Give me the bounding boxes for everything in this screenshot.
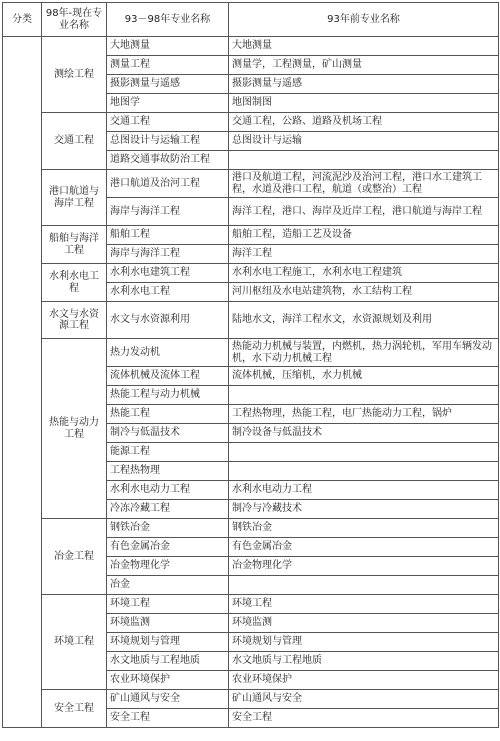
current-major-name: 热能与动力工程	[42, 339, 107, 519]
major-pre-93-name: 安全工程	[229, 709, 499, 728]
major-93-98-name: 大地测量	[107, 37, 229, 56]
major-pre-93-name: 海洋工程	[229, 245, 499, 264]
major-pre-93-name: 测量学，工程测量，矿山测量	[229, 56, 499, 75]
major-93-98-name: 交通工程	[107, 113, 229, 132]
major-93-98-name: 环境监测	[107, 614, 229, 633]
major-pre-93-name: 流体机械，压缩机，水力机械	[229, 367, 499, 386]
current-major-name: 水利水电工程	[42, 264, 107, 302]
major-pre-93-name: 有色金属冶金	[229, 538, 499, 557]
major-93-98-name: 水利水电动力工程	[107, 481, 229, 500]
major-93-98-name: 冶金物理化学	[107, 557, 229, 576]
major-pre-93-name: 工程热物理，热能工程，电厂热能动力工程，锅炉	[229, 405, 499, 424]
table-row	[3, 519, 499, 538]
major-93-98-name: 能源工程	[107, 443, 229, 462]
major-pre-93-name: 港口及航道工程，河流泥沙及治河工程，港口水工建筑工程，水道及港口工程，航道（或整治）工程	[229, 170, 499, 198]
major-pre-93-name	[229, 151, 499, 170]
major-93-98-name: 环境工程	[107, 595, 229, 614]
major-pre-93-name	[229, 576, 499, 595]
major-93-98-name: 农业环境保护	[107, 671, 229, 690]
major-pre-93-name: 环境监测	[229, 614, 499, 633]
major-pre-93-name	[229, 443, 499, 462]
major-pre-93-name: 交通工程，公路、道路及机场工程	[229, 113, 499, 132]
major-name-table	[2, 2, 499, 728]
table-body	[3, 37, 499, 728]
major-pre-93-name: 水利水电工程施工，水利水电工程建筑	[229, 264, 499, 283]
header-93-98-major: 93－98年专业名称	[107, 3, 229, 37]
major-93-98-name: 制冷与低温技术	[107, 424, 229, 443]
current-major-name: 水文与水资源工程	[42, 302, 107, 339]
major-93-98-name: 矿山通风与安全	[107, 690, 229, 709]
major-93-98-name: 海岸与海洋工程	[107, 245, 229, 264]
major-pre-93-name: 河川枢纽及水电站建筑物，水工结构工程	[229, 283, 499, 302]
major-93-98-name: 水文与水资源利用	[107, 302, 229, 339]
major-pre-93-name	[229, 462, 499, 481]
table-row	[3, 264, 499, 283]
current-major-name: 港口航道与海岸工程	[42, 170, 107, 226]
major-pre-93-name	[229, 386, 499, 405]
major-pre-93-name: 热能动力机械与装置，内燃机，热力涡轮机，军用车辆发动机，水下动力机械工程	[229, 339, 499, 367]
major-pre-93-name: 制冷设备与低温技术	[229, 424, 499, 443]
current-major-name: 测绘工程	[42, 37, 107, 113]
major-93-98-name: 热力发动机	[107, 339, 229, 367]
major-93-98-name: 热能工程	[107, 405, 229, 424]
major-pre-93-name: 总图设计与运输	[229, 132, 499, 151]
major-pre-93-name: 船舶工程，造船工艺及设备	[229, 226, 499, 245]
header-category: 分类	[3, 3, 42, 37]
major-93-98-name: 船舶工程	[107, 226, 229, 245]
major-pre-93-name: 环境工程	[229, 595, 499, 614]
major-pre-93-name: 水文地质与工程地质	[229, 652, 499, 671]
major-93-98-name: 水利水电工程	[107, 283, 229, 302]
major-93-98-name: 地图学	[107, 94, 229, 113]
table-row	[3, 690, 499, 709]
current-major-name: 环境工程	[42, 595, 107, 690]
category-cell	[3, 37, 42, 728]
table-row	[3, 302, 499, 339]
major-pre-93-name: 钢铁冶金	[229, 519, 499, 538]
major-93-98-name: 安全工程	[107, 709, 229, 728]
major-pre-93-name: 环境规划与管理	[229, 633, 499, 652]
major-pre-93-name: 冶金物理化学	[229, 557, 499, 576]
major-93-98-name: 港口航道及治河工程	[107, 170, 229, 198]
major-93-98-name: 钢铁冶金	[107, 519, 229, 538]
major-pre-93-name: 摄影测量与遥感	[229, 75, 499, 94]
current-major-name: 船舶与海洋工程	[42, 226, 107, 264]
table-row	[3, 170, 499, 198]
table-row	[3, 226, 499, 245]
header-current-major: 98年-现在专业名称	[42, 3, 107, 37]
major-pre-93-name: 矿山通风与安全	[229, 690, 499, 709]
table-row	[3, 339, 499, 367]
current-major-name: 安全工程	[42, 690, 107, 728]
major-93-98-name: 工程热物理	[107, 462, 229, 481]
major-93-98-name: 热能工程与动力机械	[107, 386, 229, 405]
header-pre-93-major: 93年前专业名称	[229, 3, 499, 37]
major-pre-93-name: 水利水电动力工程	[229, 481, 499, 500]
major-93-98-name: 冶金	[107, 576, 229, 595]
major-93-98-name: 总图设计与运输工程	[107, 132, 229, 151]
major-93-98-name: 摄影测量与遥感	[107, 75, 229, 94]
major-93-98-name: 道路交通事故防治工程	[107, 151, 229, 170]
major-93-98-name: 流体机械及流体工程	[107, 367, 229, 386]
table-row	[3, 37, 499, 56]
major-pre-93-name: 海洋工程，港口、海岸及近岸工程，港口航道与海岸工程	[229, 198, 499, 226]
header-row	[3, 3, 499, 37]
major-93-98-name: 水利水电建筑工程	[107, 264, 229, 283]
major-pre-93-name: 陆地水文，海洋工程水文，水资源规划及利用	[229, 302, 499, 339]
table-row	[3, 595, 499, 614]
table-row	[3, 113, 499, 132]
major-93-98-name: 测量工程	[107, 56, 229, 75]
major-93-98-name: 水文地质与工程地质	[107, 652, 229, 671]
major-pre-93-name: 地图制图	[229, 94, 499, 113]
major-93-98-name: 海岸与海洋工程	[107, 198, 229, 226]
current-major-name: 冶金工程	[42, 519, 107, 595]
current-major-name: 交通工程	[42, 113, 107, 170]
major-pre-93-name: 农业环境保护	[229, 671, 499, 690]
major-93-98-name: 冷冻冷藏工程	[107, 500, 229, 519]
major-pre-93-name: 大地测量	[229, 37, 499, 56]
major-pre-93-name: 制冷与冷藏技术	[229, 500, 499, 519]
major-93-98-name: 有色金属冶金	[107, 538, 229, 557]
major-93-98-name: 环境规划与管理	[107, 633, 229, 652]
